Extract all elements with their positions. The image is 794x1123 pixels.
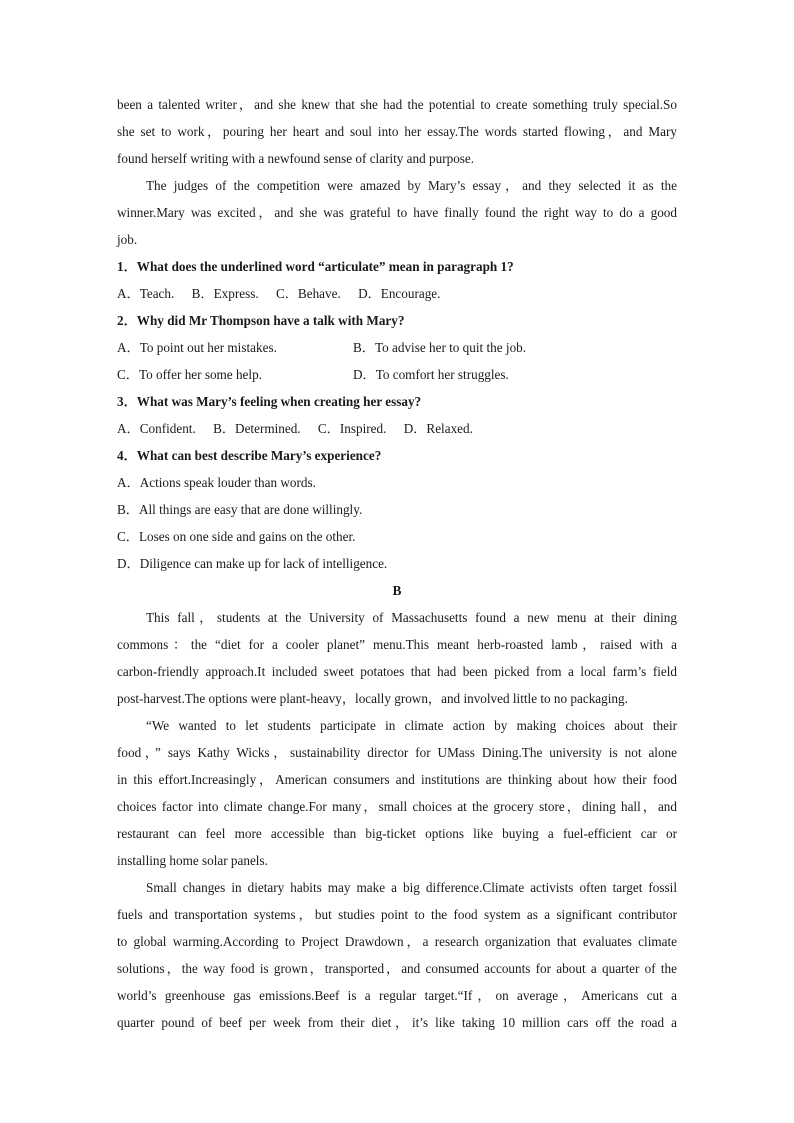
option-b: B．Express. — [191, 286, 259, 301]
question-2 — [117, 307, 677, 388]
question-options-row — [117, 361, 677, 388]
option-b: B．All things are easy that are done willingly. — [117, 502, 363, 517]
option-d: D．Encourage. — [358, 286, 441, 301]
question-stem: 3．What was Mary’s feeling when creating her essay? — [117, 394, 422, 409]
question-4 — [117, 442, 677, 577]
option-a: A．Confident. — [117, 421, 196, 436]
text-line: This fall，students at the University of Massachusetts found a new menu at their dining — [146, 610, 677, 625]
text-line: Small changes in dietary habits may make a big difference.Climate activists often target fossil — [146, 880, 677, 895]
question-options — [117, 280, 677, 307]
option-d: D．Diligence can make up for lack of intelligence. — [117, 556, 388, 571]
text-line: been a talented writer，and she knew that she had the potential to create something truly special.So — [117, 97, 677, 112]
text-line: restaurant can feel more accessible than big-ticket options like buying a fuel-efficient car or — [117, 826, 677, 841]
option-a: A．Actions speak louder than words. — [117, 475, 316, 490]
text-line: solutions，the way food is grown，transported，and consumed accounts for about a quarter of the — [117, 961, 677, 976]
text-line: fuels and transportation systems，but studies point to the food system as a significant contributor — [117, 907, 677, 922]
text-line: installing home solar panels. — [117, 853, 268, 868]
text-line: in this effort.Increasingly，American consumers and institutions are thinking about how their food — [117, 772, 677, 787]
passage-b-paragraph-1 — [117, 604, 677, 712]
text-line: job. — [117, 232, 138, 247]
text-line: carbon-friendly approach.It included sweet potatoes that had been picked from a local farm’s field — [117, 664, 677, 679]
text-line: “We wanted to let students participate in climate action by making choices about their — [146, 718, 677, 733]
option-b: B．Determined. — [213, 421, 301, 436]
text-line: post-harvest.The options were plant-heavy，locally grown，and involved little to no packaging. — [117, 691, 628, 706]
option-c: C．Loses on one side and gains on the other. — [117, 529, 356, 544]
document-page — [117, 91, 677, 1036]
option-b: B．To advise her to quit the job. — [353, 340, 527, 355]
text-line: quarter pound of beef per week from their diet，it’s like taking 10 million cars off the road a — [117, 1015, 677, 1030]
text-line: to global warming.According to Project Drawdown，a research organization that evaluates climate — [117, 934, 677, 949]
text-line: found herself writing with a newfound sense of clarity and purpose. — [117, 151, 475, 166]
passage-a-paragraph-1 — [117, 91, 677, 172]
option-a: A．To point out her mistakes. — [117, 340, 277, 355]
option-d: D．To comfort her struggles. — [353, 367, 509, 382]
question-3 — [117, 388, 677, 442]
text-line: she set to work，pouring her heart and soul into her essay.The words started flowing，and Mary — [117, 124, 677, 139]
option-a: A．Teach. — [117, 286, 175, 301]
option-c: C．To offer her some help. — [117, 367, 262, 382]
passage-b-paragraph-3 — [117, 874, 677, 1036]
section-heading: B — [392, 583, 402, 598]
passage-b-paragraph-2 — [117, 712, 677, 874]
question-options-row — [117, 334, 677, 361]
text-line: winner.Mary was excited，and she was grateful to have finally found the right way to do a good — [117, 205, 677, 220]
text-line: food，” says Kathy Wicks，sustainability director for UMass Dining.The university is not alone — [117, 745, 677, 760]
question-stem: 1．What does the underlined word “articulate” mean in paragraph 1? — [117, 259, 514, 274]
question-options — [117, 415, 677, 442]
passage-a-paragraph-2 — [117, 172, 677, 253]
question-1 — [117, 253, 677, 307]
question-stem: 4．What can best describe Mary’s experience? — [117, 448, 382, 463]
question-stem: 2．Why did Mr Thompson have a talk with Mary? — [117, 313, 405, 328]
text-line: The judges of the competition were amazed by Mary’s essay，and they selected it as the — [146, 178, 677, 193]
option-c: C．Inspired. — [317, 421, 387, 436]
text-line: world’s greenhouse gas emissions.Beef is a regular target.“If，on average，Americans cut a — [117, 988, 677, 1003]
text-line: choices factor into climate change.For many，small choices at the grocery store，dining hall，and — [117, 799, 677, 814]
text-line: commons：the “diet for a cooler planet” menu.This meant herb-roasted lamb，raised with a — [117, 637, 677, 652]
option-d: D．Relaxed. — [403, 421, 473, 436]
option-c: C．Behave. — [275, 286, 341, 301]
